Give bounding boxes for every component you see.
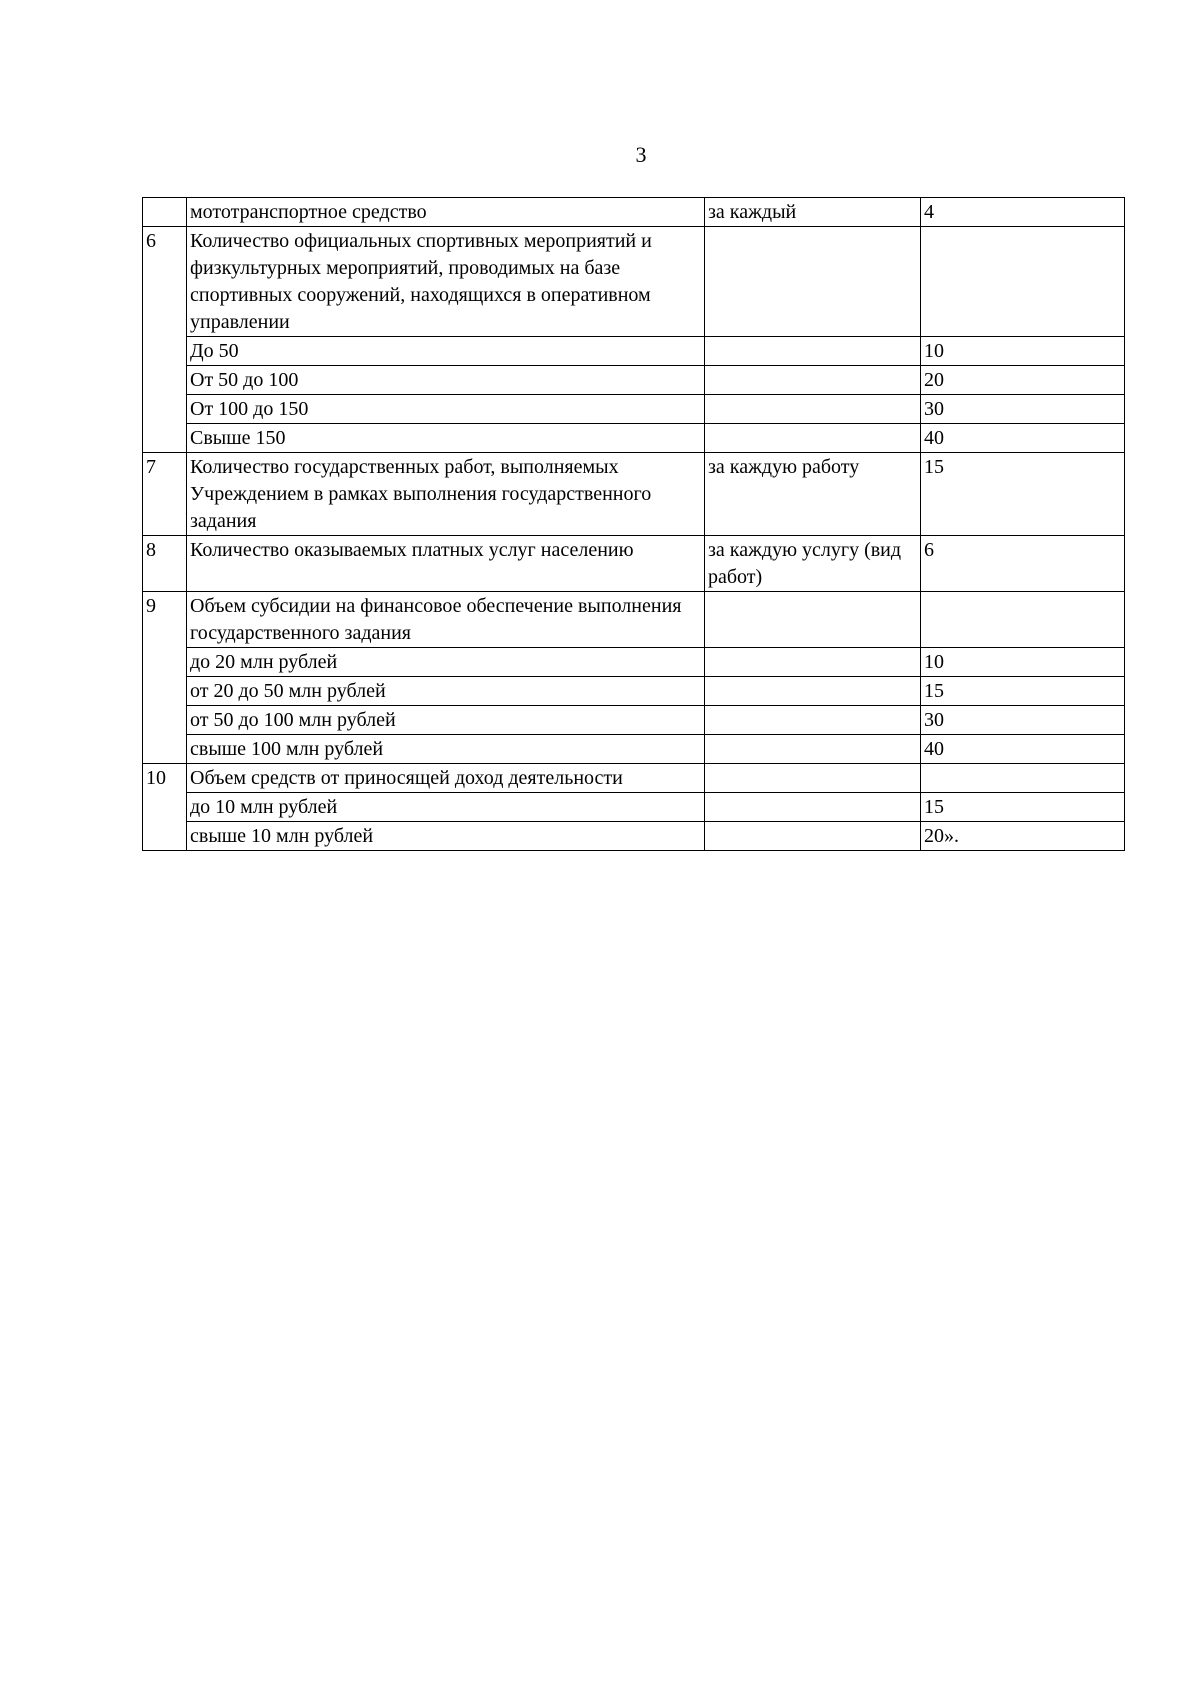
criteria-table [142,197,1125,851]
unit-cell [705,706,921,735]
criterion-name-cell: Объем средств от приносящей доход деятельности [187,764,705,793]
unit-cell [705,764,921,793]
unit-cell [705,735,921,764]
unit-cell [705,592,921,648]
table-row [143,227,1125,337]
score-cell: 20». [921,822,1125,851]
table-row [143,793,1125,822]
criterion-name-cell: Свыше 150 [187,424,705,453]
unit-cell [705,648,921,677]
unit-cell: за каждую услугу (вид работ) [705,536,921,592]
table-row [143,424,1125,453]
unit-cell: за каждую работу [705,453,921,536]
table-row [143,366,1125,395]
table-row [143,735,1125,764]
score-cell [921,764,1125,793]
table-row [143,337,1125,366]
score-cell: 15 [921,677,1125,706]
criterion-name-cell: До 50 [187,337,705,366]
row-number-cell [143,198,187,227]
score-cell: 4 [921,198,1125,227]
criterion-name-cell: От 100 до 150 [187,395,705,424]
table-row [143,648,1125,677]
page-number: 3 [635,142,647,167]
score-cell: 20 [921,366,1125,395]
score-cell: 10 [921,337,1125,366]
table-row [143,764,1125,793]
row-number-cell: 10 [143,764,187,851]
score-cell [921,592,1125,648]
score-cell [921,227,1125,337]
table-row [143,536,1125,592]
row-number-cell: 9 [143,592,187,764]
score-cell: 6 [921,536,1125,592]
criterion-name-cell: до 20 млн рублей [187,648,705,677]
criterion-name-cell: от 50 до 100 млн рублей [187,706,705,735]
criterion-name-cell: свыше 100 млн рублей [187,735,705,764]
unit-cell [705,366,921,395]
unit-cell [705,424,921,453]
table-row [143,198,1125,227]
table-row [143,453,1125,536]
score-cell: 30 [921,706,1125,735]
criterion-name-cell: свыше 10 млн рублей [187,822,705,851]
criterion-name-cell: Количество официальных спортивных мероприятий и физкультурных мероприятий, проводимых на базе спортивных сооружений, находящихся в оперативном управлении [187,227,705,337]
criterion-name-cell: от 20 до 50 млн рублей [187,677,705,706]
row-number-cell: 8 [143,536,187,592]
criterion-name-cell: От 50 до 100 [187,366,705,395]
unit-cell: за каждый [705,198,921,227]
score-cell: 40 [921,424,1125,453]
table-row [143,822,1125,851]
table-row [143,706,1125,735]
row-number-cell: 6 [143,227,187,453]
criterion-name-cell: до 10 млн рублей [187,793,705,822]
score-cell: 15 [921,793,1125,822]
table-row [143,677,1125,706]
criterion-name-cell: мототранспортное средство [187,198,705,227]
table-row [143,592,1125,648]
table-row [143,395,1125,424]
unit-cell [705,227,921,337]
unit-cell [705,822,921,851]
score-cell: 10 [921,648,1125,677]
criterion-name-cell: Количество государственных работ, выполняемых Учреждением в рамках выполнения государственного задания [187,453,705,536]
unit-cell [705,395,921,424]
unit-cell [705,677,921,706]
unit-cell [705,337,921,366]
score-cell: 15 [921,453,1125,536]
criterion-name-cell: Объем субсидии на финансовое обеспечение выполнения государственного задания [187,592,705,648]
unit-cell [705,793,921,822]
score-cell: 30 [921,395,1125,424]
row-number-cell: 7 [143,453,187,536]
score-cell: 40 [921,735,1125,764]
criterion-name-cell: Количество оказываемых платных услуг населению [187,536,705,592]
